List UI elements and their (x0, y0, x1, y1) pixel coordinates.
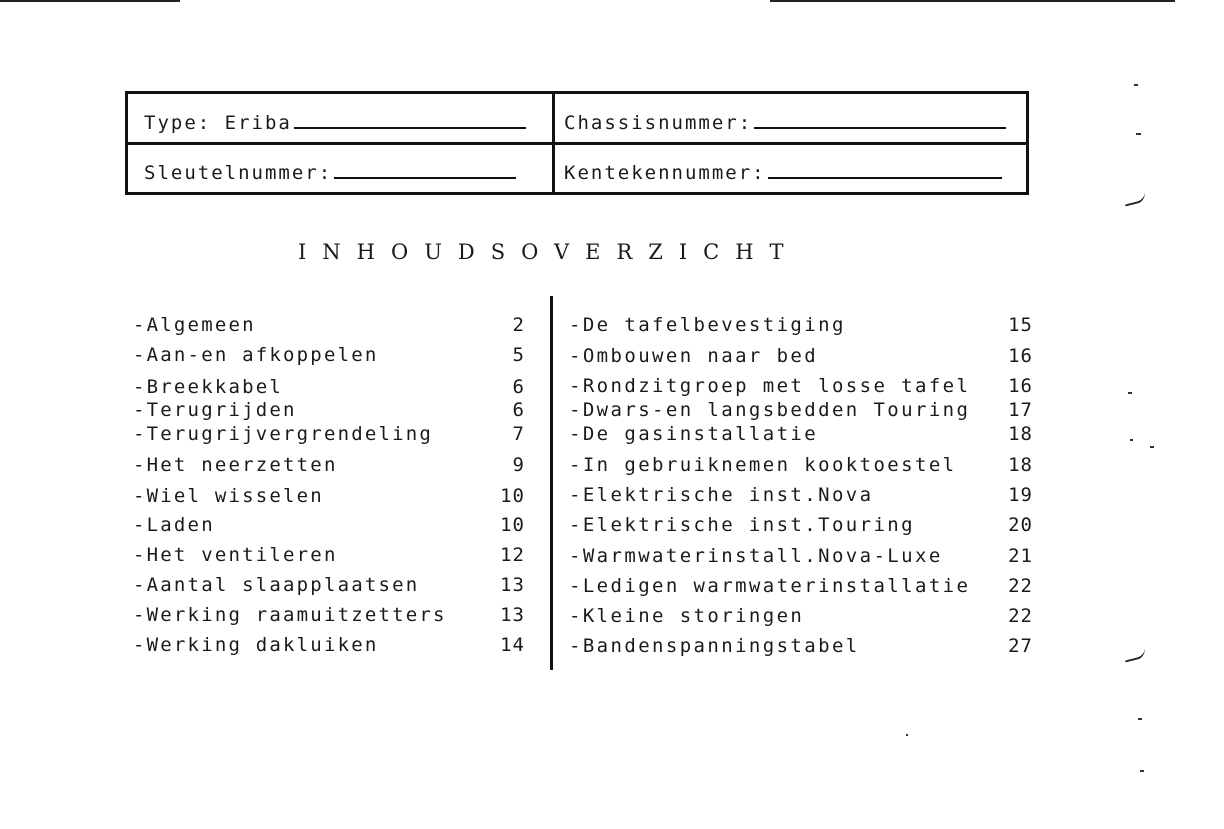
toc-item-label: -In gebruiknemen kooktoestel (569, 454, 957, 476)
toc-item-page-number: 6 (512, 399, 525, 421)
toc-item (133, 604, 525, 628)
scan-mark (1123, 647, 1147, 662)
toc-item-label: -Elektrische inst.Nova (569, 484, 874, 506)
toc-item (133, 399, 525, 423)
key-number-blank-line (334, 176, 516, 179)
toc-item (569, 545, 1033, 569)
form-horizontal-divider (128, 142, 1026, 145)
vehicle-info-form (125, 91, 1029, 195)
toc-item (133, 454, 525, 478)
chassis-number-field (564, 112, 1006, 134)
license-number-blank-line (768, 176, 1002, 179)
toc-item (569, 484, 1033, 508)
type-label: Type: Eriba (144, 112, 292, 134)
toc-item (133, 376, 525, 400)
toc-item-page-number: 27 (1008, 635, 1033, 657)
toc-item-page-number: 20 (1008, 514, 1033, 536)
toc-item (569, 514, 1033, 538)
toc-item-page-number: 9 (512, 454, 525, 476)
toc-item-label: -Breekkabel (133, 376, 284, 398)
scan-mark (1123, 191, 1147, 206)
toc-item-label: -Het ventileren (133, 544, 338, 566)
toc-item (569, 314, 1033, 338)
toc-item (133, 634, 525, 658)
toc-item-label: -Aan-en afkoppelen (133, 344, 379, 366)
toc-item-page-number: 16 (1008, 345, 1033, 367)
toc-item (569, 375, 1033, 399)
speck (1140, 770, 1144, 772)
type-blank-line (294, 126, 526, 129)
toc-item-label: -Het neerzetten (133, 454, 338, 476)
toc-item (569, 454, 1033, 478)
scan-edge-line-right (770, 0, 1175, 2)
speck (1138, 718, 1142, 720)
toc-item-label: -Dwars-en langsbedden Touring (569, 399, 971, 421)
toc-item-label: -Wiel wisselen (133, 485, 324, 507)
toc-item-label: -Elektrische inst.Touring (569, 514, 915, 536)
toc-item-label: -Kleine storingen (569, 605, 805, 627)
toc-item-label: -De tafelbevestiging (569, 314, 846, 336)
toc-item (133, 514, 525, 538)
license-number-field (564, 162, 1002, 184)
toc-item (569, 423, 1033, 447)
toc-item (569, 399, 1033, 423)
toc-item-label: -Aantal slaapplaatsen (133, 574, 420, 596)
toc-item (569, 605, 1033, 629)
toc-item-page-number: 12 (500, 544, 525, 566)
toc-item-page-number: 19 (1008, 484, 1033, 506)
toc-item-label: -Terugrijvergrendeling (133, 423, 434, 445)
toc-item-page-number: 13 (500, 604, 525, 626)
chassis-number-blank-line (754, 126, 1006, 129)
toc-item-label: -Werking dakluiken (133, 634, 379, 656)
page-title: INHOUDSOVERZICHT (298, 240, 800, 264)
toc-item-label: -Terugrijden (133, 399, 297, 421)
toc-item (133, 574, 525, 598)
type-field (144, 112, 526, 134)
toc-item-label: -Ombouwen naar bed (569, 345, 819, 367)
toc-item-label: -Werking raamuitzetters (133, 604, 447, 626)
toc-item (133, 485, 525, 509)
toc-item-page-number: 18 (1008, 454, 1033, 476)
toc-item-page-number: 6 (512, 376, 525, 398)
toc-item-page-number: 2 (512, 314, 525, 336)
toc-item-label: -Rondzitgroep met losse tafel (569, 375, 971, 397)
scan-edge-line-left (0, 0, 180, 2)
key-number-field (144, 162, 516, 184)
toc-item-label: -Laden (133, 514, 215, 536)
toc-item-label: -Ledigen warmwaterinstallatie (569, 575, 971, 597)
license-number-label: Kentekennummer: (564, 162, 766, 184)
speck (906, 734, 908, 736)
toc-item-page-number: 5 (512, 344, 525, 366)
toc-item-label: -De gasinstallatie (569, 423, 819, 445)
toc-item (569, 575, 1033, 599)
toc-item (133, 314, 525, 338)
toc-item-page-number: 13 (500, 574, 525, 596)
toc-item-page-number: 7 (512, 423, 525, 445)
toc-item-page-number: 10 (500, 514, 525, 536)
toc-item (569, 635, 1033, 659)
toc-item-label: -Warmwaterinstall.Nova-Luxe (569, 545, 943, 567)
chassis-number-label: Chassisnummer: (564, 112, 753, 134)
speck (1134, 84, 1138, 86)
toc-item-page-number: 22 (1008, 575, 1033, 597)
toc-item-page-number: 14 (500, 634, 525, 656)
toc-item-page-number: 16 (1008, 375, 1033, 397)
toc-item (133, 344, 525, 368)
toc-item-page-number: 18 (1008, 423, 1033, 445)
speck (1128, 392, 1132, 394)
toc-item-page-number: 22 (1008, 605, 1033, 627)
toc-column-divider (550, 296, 553, 670)
toc-item (569, 345, 1033, 369)
toc-item-page-number: 21 (1008, 545, 1033, 567)
toc-item-page-number: 10 (500, 485, 525, 507)
toc-item-page-number: 17 (1008, 399, 1033, 421)
toc-item (133, 544, 525, 568)
toc-item (133, 423, 525, 447)
toc-item-label: -Bandenspanningstabel (569, 635, 860, 657)
toc-item-label: -Algemeen (133, 314, 256, 336)
speck (1136, 133, 1141, 135)
key-number-label: Sleutelnummer: (144, 162, 333, 184)
toc-item-page-number: 15 (1008, 314, 1033, 336)
speck (1150, 446, 1154, 448)
speck (1130, 439, 1133, 441)
